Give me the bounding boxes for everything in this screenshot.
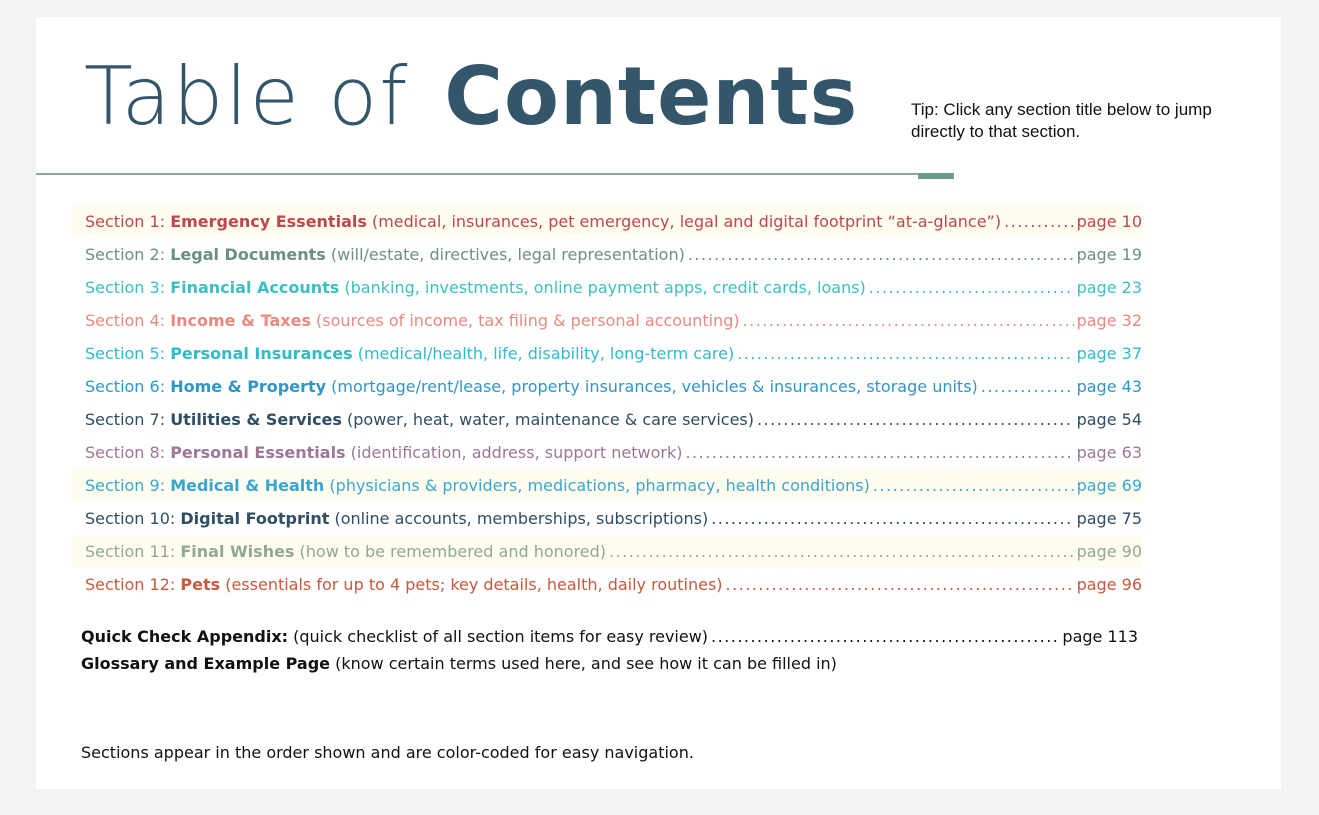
section-number: Section 5:: [85, 344, 171, 363]
toc-entry[interactable]: [85, 403, 1142, 436]
toc-entry-text: [85, 568, 723, 601]
section-number: Section 8:: [85, 443, 171, 462]
toc-entry-text: [85, 436, 682, 469]
page-number: page 10: [1076, 212, 1142, 231]
section-description: (medical/health, life, disability, long-term care): [352, 344, 735, 363]
appendix-title-link[interactable]: Quick Check Appendix:: [81, 627, 289, 646]
appendix-description: (know certain terms used here, and see how it can be filled in): [330, 654, 837, 673]
tip-text: Tip: Click any section title below to jump directly to that section.: [911, 100, 1212, 141]
section-description: (identification, address, support network): [345, 443, 683, 462]
page-number: page 54: [1076, 410, 1142, 429]
page-title-bold: Contents: [444, 50, 859, 143]
document-page: [36, 17, 1281, 789]
section-number: Section 10:: [85, 509, 181, 528]
section-description: (sources of income, tax filing & personal accounting): [310, 311, 740, 330]
toc-entry[interactable]: [85, 370, 1142, 403]
page-number: page 90: [1076, 542, 1142, 561]
page-number: page 75: [1076, 509, 1142, 528]
toc-entry-text: [85, 205, 1001, 238]
section-description: (will/estate, directives, legal representation): [325, 245, 685, 264]
toc-entry-text: [85, 469, 870, 502]
section-number: Section 11:: [85, 542, 181, 561]
appendix-entry[interactable]: [81, 623, 1138, 650]
section-description: (mortgage/rent/lease, property insurances, vehicles & insurances, storage units): [326, 377, 978, 396]
dot-leader: [1004, 205, 1074, 238]
dot-leader: [981, 370, 1074, 403]
toc-entry[interactable]: [85, 271, 1142, 304]
appendix-entry-text: [81, 623, 708, 650]
dot-leader: [685, 436, 1073, 469]
section-number: Section 2:: [85, 245, 171, 264]
appendix-title-link[interactable]: Glossary and Example Page: [81, 654, 331, 673]
appendix-description: (quick checklist of all section items for easy review): [288, 627, 709, 646]
section-number: Section 3:: [85, 278, 171, 297]
page-number: page 96: [1076, 575, 1142, 594]
footer-note: Sections appear in the order shown and are color-coded for easy navigation.: [81, 743, 694, 762]
toc-entry-text: [85, 271, 866, 304]
page-number: page 37: [1076, 344, 1142, 363]
dot-leader: [688, 238, 1074, 271]
page-number: page 113: [1062, 627, 1138, 646]
section-title-link[interactable]: Income & Taxes: [170, 311, 311, 330]
section-description: (how to be remembered and honored): [294, 542, 607, 561]
section-description: (physicians & providers, medications, pharmacy, health conditions): [324, 476, 870, 495]
section-description: (medical, insurances, pet emergency, legal and digital footprint “at-a-glance”): [366, 212, 1002, 231]
toc-entry[interactable]: [85, 238, 1142, 271]
dot-leader: [743, 304, 1074, 337]
section-title-link[interactable]: Final Wishes: [180, 542, 295, 561]
page-title: [84, 50, 859, 143]
section-title-link[interactable]: Legal Documents: [170, 245, 326, 264]
page-number: page 69: [1076, 476, 1142, 495]
toc-entry[interactable]: [85, 436, 1142, 469]
toc-list: [85, 205, 1142, 601]
page-number: page 32: [1076, 311, 1142, 330]
toc-entry-text: [85, 238, 685, 271]
toc-entry[interactable]: [71, 469, 1142, 502]
section-title-link[interactable]: Personal Insurances: [170, 344, 353, 363]
page-title-light: Table of: [84, 50, 410, 143]
section-title-link[interactable]: Utilities & Services: [170, 410, 342, 429]
section-title-link[interactable]: Personal Essentials: [170, 443, 346, 462]
dot-leader: [726, 568, 1074, 601]
toc-entry[interactable]: [71, 205, 1142, 238]
dot-leader: [737, 337, 1073, 370]
section-number: Section 6:: [85, 377, 171, 396]
dot-leader: [609, 535, 1074, 568]
toc-entry[interactable]: [71, 535, 1142, 568]
section-description: (online accounts, memberships, subscriptions): [329, 509, 709, 528]
page-number: page 63: [1076, 443, 1142, 462]
dot-leader: [873, 469, 1074, 502]
section-number: Section 12:: [85, 575, 181, 594]
section-title-link[interactable]: Pets: [180, 575, 221, 594]
section-number: Section 7:: [85, 410, 171, 429]
page-number: page 23: [1076, 278, 1142, 297]
toc-entry-text: [85, 370, 978, 403]
dot-leader: [711, 502, 1073, 535]
toc-entry-text: [85, 337, 734, 370]
section-title-link[interactable]: Emergency Essentials: [170, 212, 367, 231]
dot-leader: [711, 623, 1059, 650]
toc-entry[interactable]: [85, 568, 1142, 601]
dot-leader: [869, 271, 1074, 304]
section-number: Section 1:: [85, 212, 171, 231]
dot-leader: [757, 403, 1074, 436]
title-divider: [36, 173, 920, 175]
section-title-link[interactable]: Digital Footprint: [180, 509, 330, 528]
section-description: (banking, investments, online payment apps, credit cards, loans): [339, 278, 866, 297]
toc-entry[interactable]: [85, 304, 1142, 337]
toc-entry[interactable]: [85, 337, 1142, 370]
appendix-list: [81, 623, 1138, 677]
toc-entry-text: [85, 502, 708, 535]
title-divider-accent: [918, 173, 954, 179]
section-description: (essentials for up to 4 pets; key details, health, daily routines): [220, 575, 723, 594]
page-number: page 43: [1076, 377, 1142, 396]
toc-entry-text: [85, 304, 740, 337]
toc-entry-text: [85, 535, 606, 568]
section-number: Section 4:: [85, 311, 171, 330]
appendix-entry-text: [81, 650, 837, 677]
toc-entry[interactable]: [85, 502, 1142, 535]
toc-entry-text: [85, 403, 754, 436]
section-description: (power, heat, water, maintenance & care services): [341, 410, 754, 429]
section-title-link[interactable]: Medical & Health: [170, 476, 325, 495]
section-number: Section 9:: [85, 476, 171, 495]
section-title-link[interactable]: Home & Property: [170, 377, 327, 396]
page-number: page 19: [1076, 245, 1142, 264]
appendix-entry[interactable]: [81, 650, 1138, 677]
section-title-link[interactable]: Financial Accounts: [170, 278, 340, 297]
